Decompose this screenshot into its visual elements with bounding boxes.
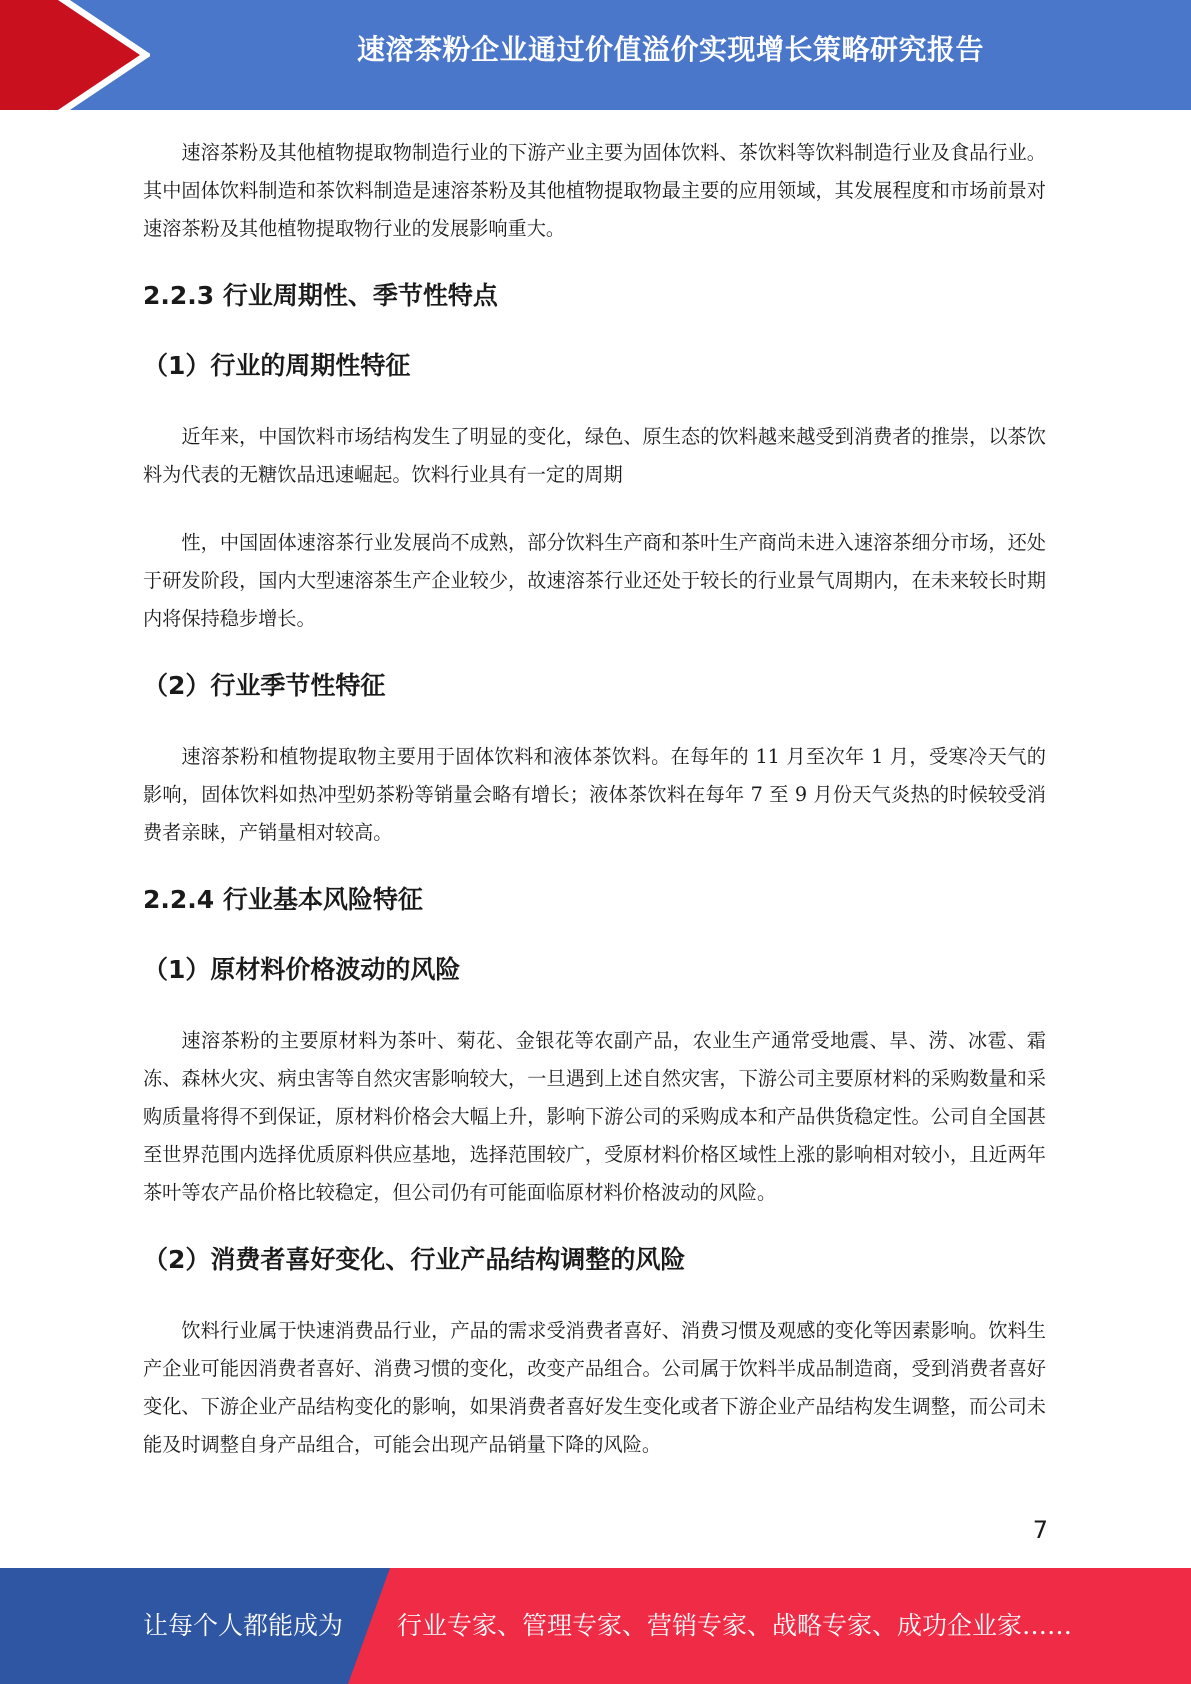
subheading-seasonal: （2）行业季节性特征 <box>143 671 386 700</box>
document-body <box>143 134 1046 1464</box>
subheading-consumer-preference-risk: （2）消费者喜好变化、行业产品结构调整的风险 <box>143 1245 686 1274</box>
paragraph-cyclical-1: 近年来，中国饮料市场结构发生了明显的变化，绿色、原生态的饮料越来越受到消费者的推崇，以茶饮料为代表的无糖饮品迅速崛起。饮料行业具有一定的周期 <box>143 425 1046 486</box>
footer-slogan-left: 让每个人都能成为 <box>143 1611 344 1640</box>
page-header <box>0 0 1191 110</box>
page-footer <box>0 1568 1191 1684</box>
paragraph-cyclical-2: 性，中国固体速溶茶行业发展尚不成熟，部分饮料生产商和茶叶生产商尚未进入速溶茶细分市场，还处于研发阶段，国内大型速溶茶生产企业较少，故速溶茶行业还处于较长的行业景气周期内，在未来较长时期内将保持稳步增长。 <box>143 531 1046 630</box>
paragraph-seasonal: 速溶茶粉和植物提取物主要用于固体饮料和液体茶饮料。在每年的 11 月至次年 1 月，受寒冷天气的影响，固体饮料如热冲型奶茶粉等销量会略有增长；液体茶饮料在每年 7 至 9 月份天气炎热的时候较受消费者亲睐，产销量相对较高。 <box>143 745 1046 844</box>
section-heading-2-2-4: 2.2.4 行业基本风险特征 <box>143 885 423 914</box>
section-heading-2-2-3: 2.2.3 行业周期性、季节性特点 <box>143 281 498 310</box>
subheading-raw-material-risk: （1）原材料价格波动的风险 <box>143 955 461 984</box>
page-number: 7 <box>1032 1516 1048 1544</box>
report-title: 速溶茶粉企业通过价值溢价实现增长策略研究报告 <box>356 33 984 66</box>
paragraph-raw-material-risk: 速溶茶粉的主要原材料为茶叶、菊花、金银花等农副产品，农业生产通常受地震、旱、涝、冰雹、霜冻、森林火灾、病虫害等自然灾害影响较大，一旦遇到上述自然灾害，下游公司主要原材料的采购数量和采购质量将得不到保证，原材料价格会大幅上升，影响下游公司的采购成本和产品供货稳定性。公司自全国甚至世界范围内选择优质原料供应基地，选择范围较广，受原材料价格区域性上涨的影响相对较小，且近两年茶叶等农产品价格比较稳定，但公司仍有可能面临原材料价格波动的风险。 <box>143 1029 1046 1204</box>
header-arrow-decoration <box>0 0 150 110</box>
footer-slogan-right: 行业专家、管理专家、营销专家、战略专家、成功企业家…… <box>397 1611 1073 1640</box>
paragraph-consumer-preference-risk: 饮料行业属于快速消费品行业，产品的需求受消费者喜好、消费习惯及观感的变化等因素影响。饮料生产企业可能因消费者喜好、消费习惯的变化，改变产品组合。公司属于饮料半成品制造商，受到消费者喜好变化、下游企业产品结构变化的影响，如果消费者喜好发生变化或者下游企业产品结构发生调整，而公司未能及时调整自身产品组合，可能会出现产品销量下降的风险。 <box>143 1319 1046 1456</box>
subheading-cyclical: （1）行业的周期性特征 <box>143 351 411 380</box>
paragraph-downstream-industry: 速溶茶粉及其他植物提取物制造行业的下游产业主要为固体饮料、茶饮料等饮料制造行业及食品行业。其中固体饮料制造和茶饮料制造是速溶茶粉及其他植物提取物最主要的应用领域，其发展程度和市场前景对速溶茶粉及其他植物提取物行业的发展影响重大。 <box>143 141 1046 240</box>
